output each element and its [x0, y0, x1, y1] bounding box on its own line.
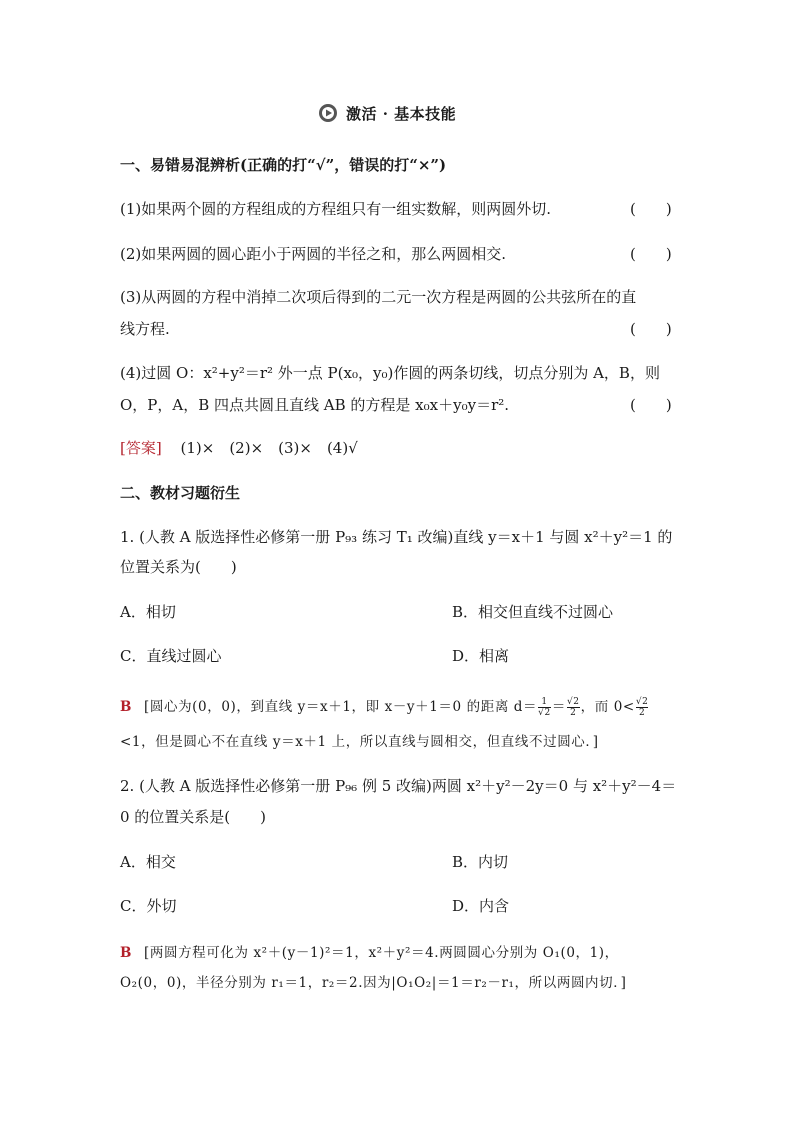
frac1-numerator: 1: [541, 697, 548, 707]
answer-blank-3[interactable]: ( ): [630, 320, 672, 338]
q2-option-c[interactable]: C．外切: [120, 897, 177, 915]
frac1-denominator: √2: [538, 708, 551, 718]
fraction-root2-over-2-b: [636, 697, 649, 718]
q2-option-a[interactable]: A．相交: [120, 853, 176, 871]
q1-stem-line2: 位置关系为( ): [120, 558, 237, 576]
frac2-numerator: √2: [566, 697, 580, 707]
answer-text: (1)× (2)× (3)× (4)√: [180, 439, 358, 457]
answer-blank-1[interactable]: ( ): [630, 200, 672, 218]
frac3-denominator: 2: [638, 708, 646, 718]
q1-option-b[interactable]: B．相交但直线不过圆心: [452, 603, 614, 621]
q2-stem-line1: 2. (人教 A 版选择性必修第一册 P₉₆ 例 5 改编)两圆 x²＋y²－2y＝0 与 x²＋y²－4＝: [120, 777, 677, 795]
frac2-denominator: 2: [570, 708, 577, 718]
q2-stem-line2: 0 的位置关系是( ): [120, 808, 267, 826]
answer-blank-2[interactable]: ( ): [630, 245, 672, 263]
q1-option-d[interactable]: D．相离: [452, 647, 510, 665]
q1-option-a[interactable]: A．相切: [120, 603, 176, 621]
q2-solution-text: [两圆方程可化为 x²＋(y－1)²＝1，x²＋y²＝4.两圆圆心分别为 O₁(0，1)，: [144, 945, 619, 961]
statement-2: (2)如果两圆的圆心距小于两圆的半径之和，那么两圆相交.: [120, 245, 507, 263]
section1-heading: 一、易错易混辨析(正确的打“√”，错误的打“×”): [120, 156, 447, 174]
frac3-numerator: √2: [635, 697, 649, 707]
q1-answer-letter: B: [120, 699, 133, 715]
q2-solution-line2: O₂(0，0)，半径分别为 r₁＝1，r₂＝2.因为|O₁O₂|＝1＝r₂－r₁，所以两圆内切．]: [120, 975, 627, 991]
answer-blank-4[interactable]: ( ): [630, 396, 672, 414]
fraction-root2-over-2: [567, 697, 580, 718]
q2-option-d[interactable]: D．内含: [452, 897, 510, 915]
answer-line: [120, 437, 358, 459]
q1-solution-text-a: [圆心为(0，0)，到直线 y＝x＋1，即 x－y＋1＝0 的距离 d＝: [144, 699, 538, 715]
statement-3-line2: 线方程.: [120, 320, 170, 338]
section-title: [318, 101, 456, 125]
answer-tag: [答案]: [120, 439, 162, 457]
q1-solution-line1: [120, 696, 649, 718]
q1-equals: ＝: [551, 699, 566, 715]
q1-solution-line2: <1，但是圆心不在直线 y＝x＋1 上，所以直线与圆相交，但直线不过圆心．]: [120, 734, 599, 750]
title-text: 激活 · 基本技能: [346, 104, 457, 123]
q2-option-b[interactable]: B．内切: [452, 853, 509, 871]
fraction-1-over-root2: [538, 697, 551, 718]
q1-stem-line1: 1. (人教 A 版选择性必修第一册 P₉₃ 练习 T₁ 改编)直线 y＝x＋1 与圆 x²＋y²＝1 的: [120, 528, 673, 546]
statement-4-line2: O，P，A，B 四点共圆且直线 AB 的方程是 x₀x＋y₀y＝r².: [120, 396, 510, 414]
q1-option-c[interactable]: C．直线过圆心: [120, 647, 222, 665]
statement-1: (1)如果两个圆的方程组成的方程组只有一组实数解，则两圆外切.: [120, 200, 552, 218]
play-circle-icon: [318, 103, 338, 123]
q2-solution-line1: [120, 942, 619, 964]
section2-heading: 二、教材习题衍生: [120, 484, 241, 502]
q2-answer-letter: B: [120, 945, 133, 961]
statement-3-line1: (3)从两圆的方程中消掉二次项后得到的二元一次方程是两圆的公共弦所在的直: [120, 288, 637, 306]
statement-4-line1: (4)过圆 O：x²+y²＝r² 外一点 P(x₀，y₀)作圆的两条切线，切点分别为 A，B，则: [120, 364, 660, 382]
q1-solution-text-b: ，而 0<: [580, 699, 635, 715]
